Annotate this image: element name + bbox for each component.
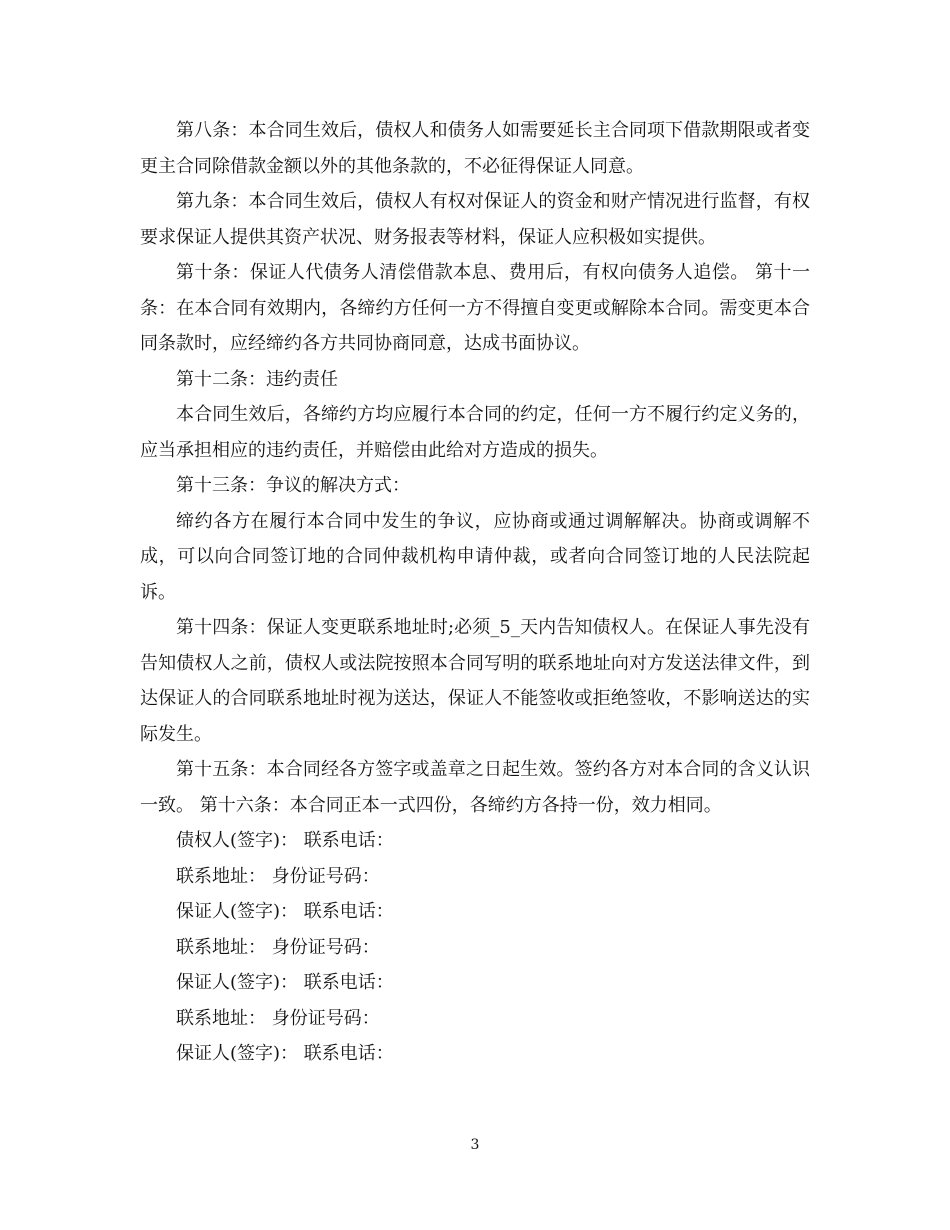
- address-id-line: 联系地址： 身份证号码：: [176, 936, 380, 958]
- guarantor-signature-line: 保证人(签字)： 联系电话：: [176, 972, 394, 993]
- page-number: 3: [470, 1137, 480, 1153]
- guarantor-signature-line: 保证人(签字)： 联系电话：: [176, 901, 394, 922]
- creditor-signature-line: 债权人(签字)： 联系电话：: [176, 830, 394, 851]
- article-12-body: 本合同生效后，各缔约方均应履行本合同的约定，任何一方不履行约定义务的，应当承担相应的违约责任，并赔偿由此给对方造成的损失。: [140, 404, 810, 461]
- article-8: 第八条：本合同生效后，债权人和债务人如需要延长主合同项下借款期限或者变更主合同除借款金额以外的其他条款的，不必征得保证人同意。: [140, 120, 810, 177]
- guarantor-signature-line: 保证人(签字)： 联系电话：: [176, 1043, 394, 1064]
- article-15-16: 第十五条：本合同经各方签字或盖章之日起生效。签约各方对本合同的含义认识一致。 第十六条：本合同正本一式四份，各缔约方各持一份，效力相同。: [140, 759, 810, 816]
- address-id-line: 联系地址： 身份证号码：: [176, 865, 380, 887]
- document-body: [140, 113, 810, 1072]
- article-14: 第十四条：保证人变更联系地址时;必须_5_天内告知债权人。在保证人事先没有告知债权人之前，债权人或法院按照本合同写明的联系地址向对方发送法律文件，到达保证人的合同联系地址时视为送达，保证人不能签收或拒绝签收，不影响送达的实际发生。: [140, 617, 810, 745]
- article-12-heading: 第十二条：违约责任: [176, 368, 338, 390]
- article-13-heading: 第十三条：争议的解决方式：: [176, 475, 410, 496]
- article-13-body: 缔约各方在履行本合同中发生的争议，应协商或通过调解解决。协商或调解不成，可以向合同签订地的合同仲裁机构申请仲裁，或者向合同签订地的人民法院起诉。: [140, 510, 810, 603]
- article-9: 第九条：本合同生效后，债权人有权对保证人的资金和财产情况进行监督，有权要求保证人提供其资产状况、财务报表等材料，保证人应积极如实提供。: [140, 191, 810, 248]
- article-10-11: 第十条：保证人代债务人清偿借款本息、费用后，有权向债务人追偿。 第十一条：在本合同有效期内，各缔约方任何一方不得擅自变更或解除本合同。需变更本合同条款时，应经缔约各方共同协商同意，达成书面协议。: [140, 262, 810, 354]
- address-id-line: 联系地址： 身份证号码：: [176, 1007, 380, 1029]
